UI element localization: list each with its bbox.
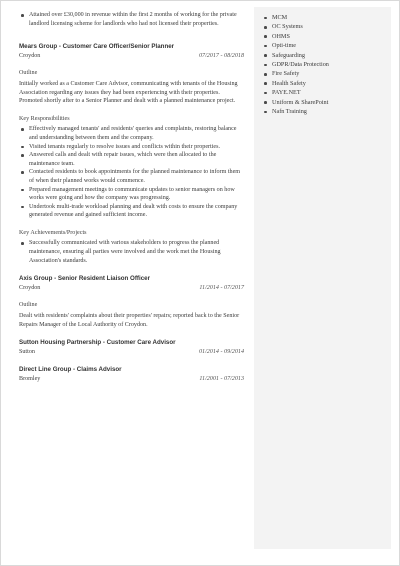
job-location: Croydon — [19, 284, 41, 291]
list-item: Attained over £30,000 in revenue within the first 2 months of working for the private landlord licensing scheme for landlords who had not licensed their properties. — [19, 11, 244, 28]
skill-item: Health Safety — [262, 79, 329, 88]
job-meta-row — [19, 284, 244, 293]
achievements-list — [19, 239, 244, 265]
list-item: Answered calls and dealt with repair issues, which were then allocated to the maintenance team. — [19, 151, 244, 168]
job-location: Sutton — [19, 348, 35, 355]
skill-item: Nafn Training — [262, 107, 329, 116]
outline-text: Dealt with residents' complaints about their properties' repairs; reported back to the Senior Repairs Manager of the Local Authority of Croydon. — [19, 313, 240, 328]
outline-heading: Outline — [19, 302, 38, 309]
outline-text: Initially worked as a Customer Care Advisor, communicating with tenants of the Housing Association regarding any issues they had been experiencing with their properties. Promoted shortly after to a Senior Planner and dealt with a planned maintenance project. — [19, 80, 238, 105]
job-title: Axis Group - Senior Resident Liaison Officer — [19, 275, 150, 283]
job-location: Croydon — [19, 52, 41, 59]
skill-item: Fire Safety — [262, 69, 329, 78]
skill-item: Opti-time — [262, 41, 329, 50]
skill-item: Safeguarding — [262, 51, 329, 60]
intro-bullet-list — [19, 11, 244, 28]
skill-item: PAYE.NET — [262, 88, 329, 97]
list-item: Visited tenants regularly to resolve issues and conflicts within their properties. — [19, 143, 244, 152]
job-dates: 01/2014 - 09/2014 — [198, 348, 244, 355]
job-location: Bromley — [19, 376, 41, 382]
list-item: Undertook multi-trade workload planning and dealt with costs to ensure the company generated revenue and gained sufficient income. — [19, 203, 244, 220]
skill-item: OC Systems — [262, 22, 329, 31]
job-entry-direct-line — [19, 366, 244, 383]
list-item: Successfully communicated with various stakeholders to progress the planned maintenance, ensuring all parties were involved and the work met the Housing Association's standards. — [19, 239, 244, 265]
job-dates: 11/2001 - 07/2013 — [199, 376, 244, 382]
skills-list — [262, 13, 329, 116]
skill-item: MCM — [262, 13, 329, 22]
job-title: Direct Line Group - Claims Advisor — [19, 366, 122, 374]
job-meta-row — [19, 375, 244, 384]
job-meta-row — [19, 348, 244, 357]
skill-item: OHMS — [262, 32, 329, 41]
responsibilities-list — [19, 125, 244, 220]
job-entry-sutton — [19, 339, 244, 356]
skill-item: Uniform & SharePoint — [262, 98, 329, 107]
job-title: Mears Group - Customer Care Officer/Senior Planner — [19, 43, 175, 51]
responsibilities-heading: Key Responsibilities — [19, 115, 70, 122]
list-item: Prepared management meetings to communicate updates to senior managers on how works were going and how the company was progressing. — [19, 186, 244, 203]
job-title: Sutton Housing Partnership - Customer Care Advisor — [19, 339, 176, 347]
experience-column — [19, 11, 244, 384]
skill-item: GDPR/Data Protection — [262, 60, 329, 69]
job-meta-row — [19, 52, 244, 61]
list-item: Contacted residents to book appointments for the planned maintenance to inform them of when their planned works would commence. — [19, 168, 244, 185]
job-dates: 07/2017 - 08/2018 — [198, 52, 244, 59]
achievements-heading: Key Achievements/Projects — [19, 229, 87, 236]
job-entry-axis — [19, 275, 244, 329]
skills-sidebar — [254, 7, 391, 549]
list-item: Effectively managed tenants' and residents' queries and complaints, restoring balance and understanding between them and the company. — [19, 125, 244, 142]
job-entry-mears — [19, 43, 244, 265]
outline-heading: Outline — [19, 70, 38, 77]
job-dates: 11/2014 - 07/2017 — [199, 284, 244, 291]
